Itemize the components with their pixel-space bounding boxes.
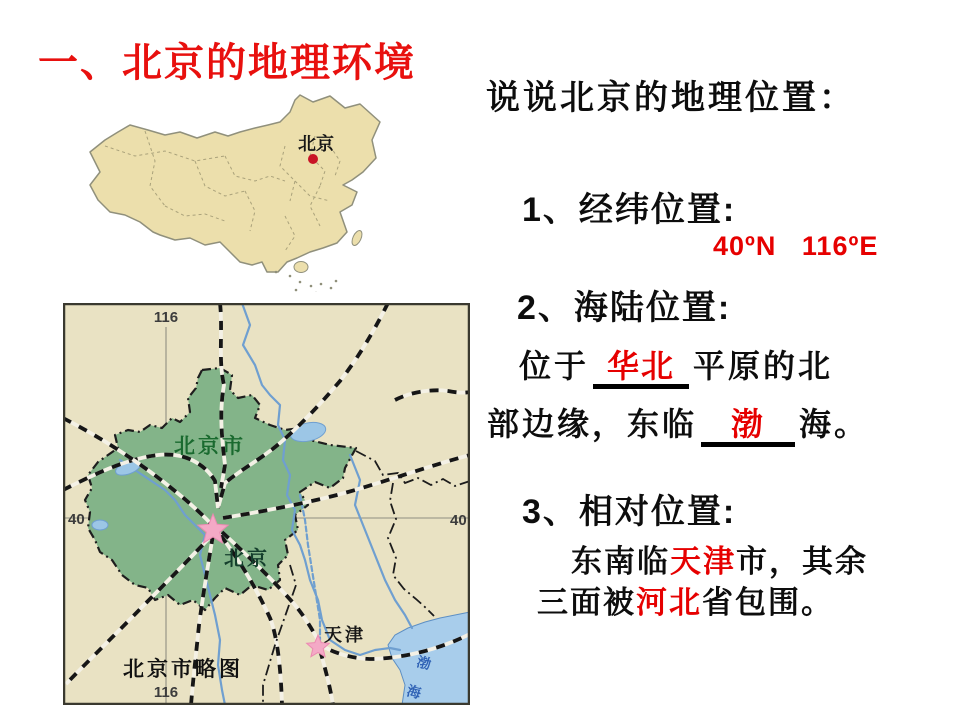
blank-answer-huabei: 华北 — [593, 350, 689, 389]
blank-answer-bohai: 渤 — [701, 408, 795, 447]
relative-line2 — [537, 577, 834, 622]
taiwan-island — [350, 229, 364, 247]
beijing-region-map — [63, 303, 470, 705]
relative-line2-pre: 三面被 — [537, 585, 636, 620]
map-caption: 北京市略图 — [123, 658, 243, 681]
item1-answer-coordinates: 40ºN 116ºE — [713, 231, 879, 261]
tianjin-city-label: 天津 — [324, 625, 366, 645]
relative-line2-post: 省包围。 — [702, 585, 834, 620]
question-heading: 说说北京的地理位置： — [486, 79, 856, 117]
item3-heading: 3、相对位置: — [522, 493, 737, 531]
latitude-label-right: 40 — [450, 512, 467, 529]
beijing-city-label: 北京 — [224, 548, 270, 570]
fill-line1-post: 平原的北 — [693, 348, 834, 384]
hainan-island — [294, 262, 308, 273]
relative-line2-hebei: 河北 — [636, 585, 702, 620]
fill-line2-post: 海。 — [799, 406, 870, 442]
item2-heading: 2、海陆位置: — [517, 289, 732, 327]
relative-line1 — [571, 536, 868, 581]
fill-blank-line1 — [519, 341, 833, 389]
fill-line1-pre: 位于 — [519, 348, 590, 384]
sea-label-char2: 海 — [405, 682, 423, 702]
relative-line1-tianjin: 天津 — [670, 544, 736, 579]
sea-label-char1: 渤 — [415, 653, 433, 673]
china-locator-map — [85, 86, 391, 292]
china-beijing-label: 北京 — [298, 134, 334, 154]
beijing-region-label: 北京市 — [174, 435, 246, 458]
beijing-location-dot — [308, 154, 318, 164]
longitude-label-top: 116 — [153, 309, 179, 326]
china-outline — [90, 95, 380, 272]
lake-small — [92, 520, 108, 530]
fill-line2-pre: 部边缘，东临 — [487, 406, 698, 442]
item1-heading: 1、经纬位置: — [522, 191, 737, 229]
latitude-label-left: 40 — [68, 511, 85, 528]
relative-line1-post: 市，其余 — [736, 544, 868, 579]
page-title: 一、北京的地理环境 — [38, 41, 416, 85]
fill-blank-line2 — [487, 399, 869, 447]
relative-line1-pre: 东南临 — [571, 544, 670, 579]
south-sea-islands — [275, 271, 338, 292]
longitude-label-bottom: 116 — [153, 684, 179, 701]
